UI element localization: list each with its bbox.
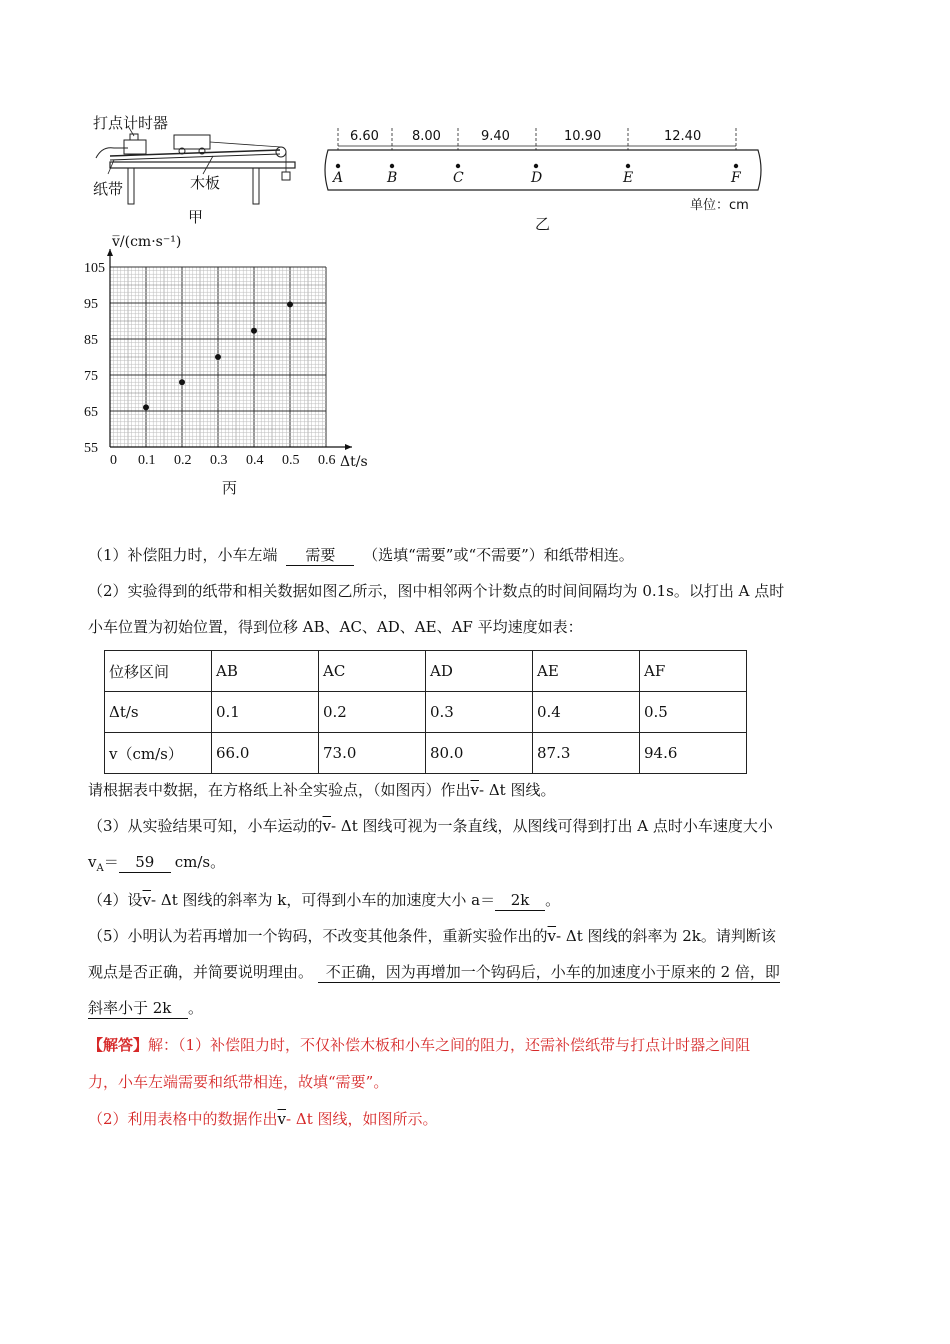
solution-tag: 【解答】: [88, 1036, 149, 1054]
point-c: C: [453, 170, 464, 186]
table-cell: 94.6: [640, 733, 747, 774]
table-cell: AB: [212, 651, 319, 692]
q4-after: 。: [545, 891, 561, 909]
q3-answer: 59: [119, 852, 171, 873]
question-5-line1: [88, 926, 868, 946]
chart-xlabel: Δt/s: [340, 454, 368, 470]
distance-ab: 6.60: [350, 129, 379, 144]
label-tape: 纸带: [93, 180, 124, 198]
data-table: [104, 650, 747, 774]
table-cell: 66.0: [212, 733, 319, 774]
solution-line1: [88, 1035, 868, 1055]
table-row: [105, 651, 747, 692]
table-cell: 0.4: [533, 692, 640, 733]
solution-text-1: 解：（1）补偿阻力时，不仅补偿木板和小车之间的阻力，还需补偿纸带与打点计时器之间阻: [148, 1036, 751, 1054]
table-cell: v（cm/s）: [105, 733, 212, 774]
table-cell: AE: [533, 651, 640, 692]
caption-jia: 甲: [188, 208, 204, 226]
x-tick-label: 0.3: [210, 453, 228, 468]
y-tick-label: 95: [84, 297, 98, 312]
table-cell: 0.2: [319, 692, 426, 733]
chart-ylabel: v̅/(cm·s⁻¹): [112, 234, 182, 250]
q1-after: （选填“需要”或“不需要”）和纸带相连。: [363, 546, 634, 564]
v-bar-symbol: $\overline{v}$: [277, 1110, 287, 1128]
table-cell: AD: [426, 651, 533, 692]
q5-after3: 。: [188, 999, 204, 1017]
label-board: 木板: [190, 174, 221, 192]
data-point: [143, 404, 149, 410]
q4-before: （4）设: [88, 891, 143, 909]
data-point: [251, 328, 257, 334]
solution-line2: 力，小车左端需要和纸带相连，故填“需要”。: [88, 1073, 389, 1091]
question-2-after: [88, 780, 868, 800]
x-tick-label: 0.4: [246, 453, 264, 468]
velocity-time-chart: [82, 232, 382, 502]
solution-line3: [88, 1109, 868, 1129]
table-cell: 80.0: [426, 733, 533, 774]
table-cell: 87.3: [533, 733, 640, 774]
x-axis-arrow: [345, 444, 352, 450]
y-tick-label: 75: [84, 369, 98, 384]
caption-yi: 乙: [535, 215, 551, 233]
q4-mid: - Δt 图线的斜率为 k，可得到小车的加速度大小 a＝: [151, 891, 496, 909]
point-e: E: [623, 170, 634, 186]
question-3-line2: [88, 852, 868, 879]
unit-label: 单位：cm: [690, 198, 749, 213]
solution-line3-after: - Δt 图线，如图所示。: [286, 1110, 438, 1128]
distance-ef: 12.40: [664, 129, 702, 144]
q5-line2-before: 观点是否正确，并简要说明理由。: [88, 963, 314, 981]
figure-jia: [88, 108, 308, 233]
x-tick-label: 0.2: [174, 453, 192, 468]
x-tick-label: 0: [110, 453, 117, 468]
y-tick-label: 105: [84, 261, 105, 276]
x-tick-label: 0.6: [318, 453, 336, 468]
x-tick-label: 0.5: [282, 453, 300, 468]
point-a: A: [333, 170, 344, 186]
distance-de: 10.90: [564, 129, 602, 144]
data-point: [215, 354, 221, 360]
v-bar-symbol: $\overline{v}$: [470, 781, 479, 799]
table-cell: 位移区间: [105, 651, 212, 692]
table-row: [105, 733, 747, 774]
q5-answer-line2: 不正确，因为再增加一个钩码后，小车的加速度小于原来的 2 倍，即: [318, 962, 780, 983]
v-bar-symbol: $\overline{v}$: [142, 891, 152, 909]
q3-before: （3）从实验结果可知，小车运动的: [88, 817, 323, 835]
q2-after-after: - Δt 图线。: [479, 781, 556, 799]
q4-answer: 2k: [495, 890, 545, 911]
table-cell: Δt/s: [105, 692, 212, 733]
table-row: [105, 692, 747, 733]
point-d: D: [531, 170, 543, 186]
v-bar-symbol: $\overline{v}$: [322, 817, 332, 835]
q3-eq: ＝: [103, 853, 119, 871]
table-cell: 0.5: [640, 692, 747, 733]
y-tick-label: 65: [84, 405, 98, 420]
x-tick-label: 0.1: [138, 453, 156, 468]
figure-yi: [318, 125, 768, 235]
data-point: [287, 301, 293, 307]
distance-bc: 8.00: [412, 129, 441, 144]
q3-after: - Δt 图线可视为一条直线，从图线可得到打出 A 点时小车速度大小: [331, 817, 773, 835]
table-cell: 0.1: [212, 692, 319, 733]
q5-answer-line3: 斜率小于 2k: [88, 998, 188, 1019]
solution-line3-before: （2）利用表格中的数据作出: [88, 1110, 278, 1128]
question-5-line3: [88, 998, 868, 1019]
y-axis-arrow: [107, 249, 113, 256]
q1-answer: 需要: [286, 545, 354, 566]
table-cell: AF: [640, 651, 747, 692]
q3-va-sub: A: [96, 863, 104, 874]
caption-bing: 丙: [222, 479, 238, 497]
q1-before: （1）补偿阻力时，小车左端: [88, 546, 278, 564]
q5-after: - Δt 图线的斜率为 2k。请判断该: [556, 927, 776, 945]
label-timer: 打点计时器: [93, 114, 169, 132]
q3-unit: cm/s。: [174, 853, 226, 871]
table-cell: 0.3: [426, 692, 533, 733]
question-2-line2: 小车位置为初始位置，得到位移 AB、AC、AD、AE、AF 平均速度如表：: [88, 618, 583, 636]
question-5-line2: [88, 962, 868, 983]
q3-va: v: [88, 853, 97, 871]
y-tick-label: 55: [84, 441, 98, 456]
figure-bing: [82, 232, 382, 502]
question-1: [88, 545, 868, 566]
point-b: B: [387, 170, 398, 186]
v-bar-symbol: $\overline{v}$: [547, 927, 557, 945]
question-3-line1: [88, 816, 868, 836]
question-2-line1: （2）实验得到的纸带和相关数据如图乙所示，图中相邻两个计数点的时间间隔均为 0.1s。以打出 A 点时: [88, 582, 785, 600]
table-cell: AC: [319, 651, 426, 692]
point-f: F: [731, 170, 741, 186]
q2-after-before: 请根据表中数据，在方格纸上补全实验点，（如图丙）作出: [88, 781, 471, 799]
data-point: [179, 379, 185, 385]
question-4: [88, 890, 868, 911]
y-tick-label: 85: [84, 333, 98, 348]
q5-before: （5）小明认为若再增加一个钩码，不改变其他条件，重新实验作出的: [88, 927, 548, 945]
distance-cd: 9.40: [481, 129, 510, 144]
table-cell: 73.0: [319, 733, 426, 774]
